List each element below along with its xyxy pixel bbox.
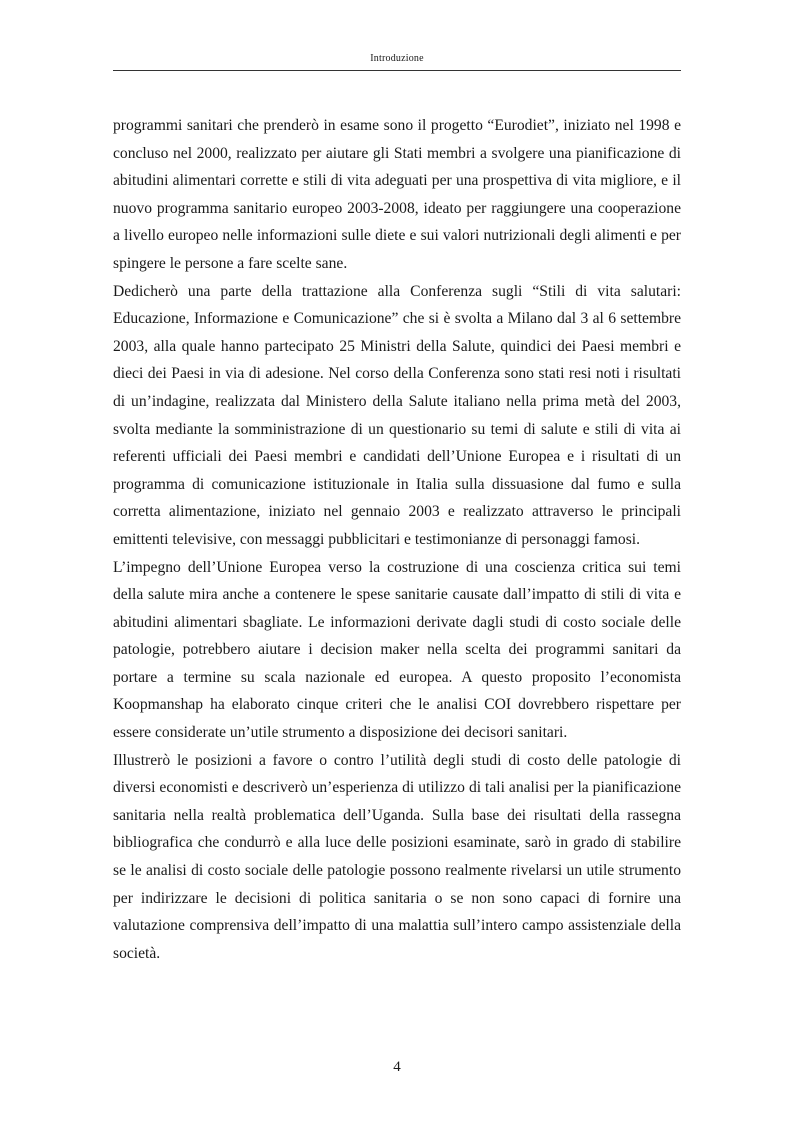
paragraph: programmi sanitari che prenderò in esame sono il progetto “Eurodiet”, iniziato nel 1998 e concluso nel 2000, realizzato per aiutare gli Stati membri a svolgere una pianificazione di abitudini alimentari corrette e stili di vita adeguati per una prospettiva di vita migliore, e il nuovo programma sanitario europeo 2003-2008, ideato per raggiungere una cooperazione a livello europeo nelle informazioni sulle diete e sui valori nutrizionali degli alimenti e per spingere le persone a fare scelte sane.: [113, 117, 681, 272]
paragraph: Illustrerò le posizioni a favore o contro l’utilità degli studi di costo delle patologie di diversi economisti e descriverò un’esperienza di utilizzo di tali analisi per la pianificazione sanitaria nella realtà problematica dell’Uganda. Sulla base dei risultati della rassegna bibliografica che condurrò e alla luce delle posizioni esaminate, sarò in grado di stabilire se le analisi di costo sociale delle patologie possono realmente rivelarsi un utile strumento per indirizzare le decisioni di politica sanitaria o se non sono capaci di fornire una valutazione comprensiva dell’impatto di una malattia sull’intero campo assistenziale della società.: [113, 751, 681, 962]
running-header: Introduzione: [370, 53, 424, 64]
page-number: 4: [393, 1059, 401, 1075]
header-rule: [113, 70, 681, 71]
paragraph: L’impegno dell’Unione Europea verso la costruzione di una coscienza critica sui temi della salute mira anche a contenere le spese sanitarie causate dall’impatto di stili di vita e abitudini alimentari sbagliate. Le informazioni derivate dagli studi di costo sociale delle patologie, potrebbero aiutare i decision maker nella scelta dei programmi sanitari da portare a termine su scala nazionale ed europea. A questo proposito l’economista Koopmanshap ha elaborato cinque criteri che le analisi COI dovrebbero rispettare per essere considerate un’utile strumento a disposizione dei decisori sanitari.: [113, 558, 681, 742]
body-text: [113, 112, 681, 967]
paragraph: Dedicherò una parte della trattazione alla Conferenza sugli “Stili di vita salutari: Educazione, Informazione e Comunicazione” che si è svolta a Milano dal 3 al 6 settembre 2003, alla quale hanno partecipato 25 Ministri della Salute, quindici dei Paesi membri e dieci dei Paesi in via di adesione. Nel corso della Conferenza sono stati resi noti i risultati di un’indagine, realizzata dal Ministero della Salute italiano nella prima metà del 2003, svolta mediante la somministrazione di un questionario su temi di salute e stili di vita ai referenti ufficiali dei Paesi membri e candidati dell’Unione Europea e i risultati di un programma di comunicazione istituzionale in Italia sulla dissuasione dal fumo e sulla corretta alimentazione, iniziato nel gennaio 2003 e realizzato attraverso le principali emittenti televisive, con messaggi pubblicitari e testimonianze di personaggi famosi.: [113, 282, 681, 548]
